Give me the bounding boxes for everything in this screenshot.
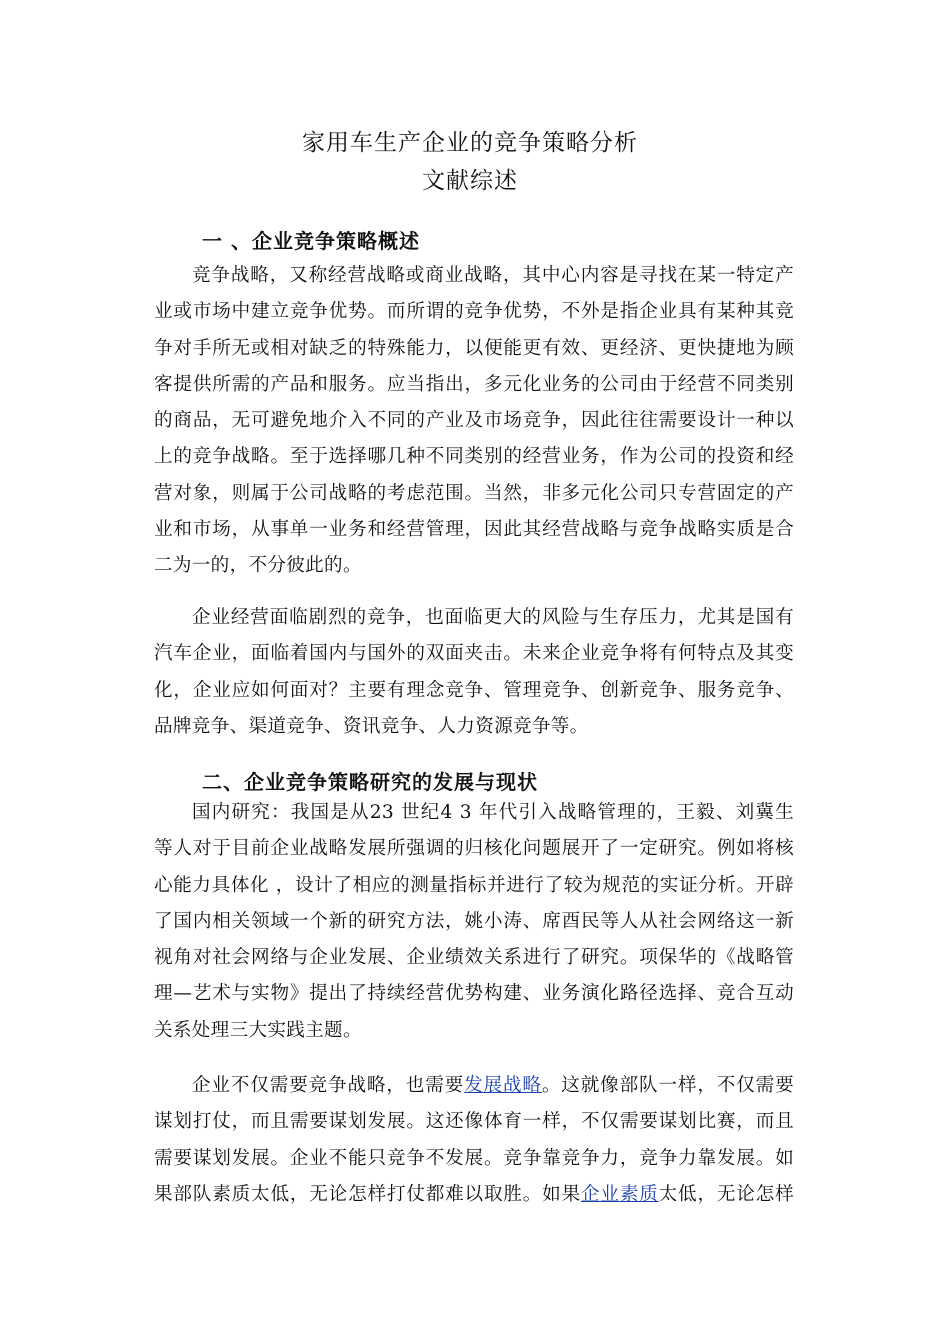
text-run: 。这就像部队一样，不仅需要 — [541, 1075, 795, 1096]
paragraph-competition-types — [154, 600, 794, 745]
paragraph-line: 营对象，则属于公司战略的考虑范围。当然，非多元化公司只专营固定的产 — [154, 482, 794, 504]
enterprise-quality-link[interactable]: 企业素质 — [581, 1183, 659, 1205]
paragraph-line: 理—艺术与实物》提出了持续经营优势构建、业务演化路径选择、竞合互动 — [154, 983, 794, 1005]
section-heading-2: 二、企业竞争策略研究的发展与现状 — [202, 770, 538, 794]
paragraph-competitive-strategy — [154, 258, 794, 585]
paragraph-line: 上的竞争战略。至于选择哪几种不同类别的经营业务，作为公司的投资和经 — [154, 446, 794, 468]
paragraph-line: 争对手所无或相对缺乏的特殊能力，以便能更有效、更经济、更快捷地为顾 — [154, 337, 794, 359]
section-heading-1: 一 、企业竞争策略概述 — [202, 229, 420, 253]
paragraph-line: 企业经营面临剧烈的竞争，也面临更大的风险与生存压力，尤其是国有 — [192, 607, 794, 628]
paragraph-line: 的商品，无可避免地介入不同的产业及市场竞争，因此往往需要设计一种以 — [154, 410, 794, 432]
paragraph-line: 谋划打仗，而且需要谋划发展。这还像体育一样，不仅需要谋划比赛，而且 — [154, 1111, 794, 1133]
paragraph-line: 客提供所需的产品和服务。应当指出，多元化业务的公司由于经营不同类别 — [154, 373, 794, 395]
paragraph-line: 视角对社会网络与企业发展、企业绩效关系进行了研究。项保华的《战略管 — [154, 947, 794, 969]
paragraph-line: 化，企业应如何面对？主要有理念竞争、管理竞争、创新竞争、服务竞争、 — [154, 679, 794, 701]
paragraph-line: 二为一的，不分彼此的。 — [154, 555, 362, 577]
paragraph-line: 等人对于目前企业战略发展所强调的归核化问题展开了一定研究。例如将核 — [154, 838, 794, 860]
paragraph-line: 心能力具体化 ，设计了相应的测量指标并进行了较为规范的实证分析。开辟 — [154, 874, 794, 896]
development-strategy-link[interactable]: 发展战略 — [464, 1075, 542, 1096]
paragraph-line: 品牌竞争、渠道竞争、资讯竞争、人力资源竞争等。 — [154, 715, 589, 737]
document-subtitle: 文献综述 — [422, 168, 518, 194]
paragraph-line: 竞争战略，又称经营战略或商业战略，其中心内容是寻找在某一特定产 — [192, 265, 794, 286]
paragraph-line: 业和市场，从事单一业务和经营管理，因此其经营战略与竞争战略实质是合 — [154, 519, 794, 541]
paragraph-line: 业或市场中建立竞争优势。而所谓的竞争优势，不外是指企业具有某种其竞 — [154, 301, 794, 323]
text-run: 企业不仅需要竞争战略，也需要 — [192, 1075, 465, 1096]
paragraph-line: 汽车企业，面临着国内与国外的双面夹击。未来企业竞争将有何特点及其变 — [154, 643, 794, 665]
paragraph-domestic-research — [154, 795, 794, 1049]
paragraph-line: 了国内相关领域一个新的研究方法，姚小涛、席酉民等人从社会网络这一新 — [154, 910, 794, 932]
text-run: 果部队素质太低，无论怎样打仗都难以取胜。如果 — [154, 1183, 581, 1205]
paragraph-development-strategy — [154, 1068, 794, 1213]
paragraph-line: 国内研究：我国是从23 世纪4 3 年代引入战略管理的，王毅、刘冀生 — [192, 802, 794, 823]
paragraph-line — [154, 1177, 794, 1213]
paragraph-line: 关系处理三大实践主题。 — [154, 1019, 362, 1041]
paragraph-line: 需要谋划发展。企业不能只竞争不发展。竞争靠竞争力，竞争力靠发展。如 — [154, 1147, 794, 1169]
document-title: 家用车生产企业的竞争策略分析 — [302, 130, 638, 156]
text-run: 太低，无论怎样 — [658, 1183, 794, 1205]
paragraph-line — [154, 1068, 794, 1104]
